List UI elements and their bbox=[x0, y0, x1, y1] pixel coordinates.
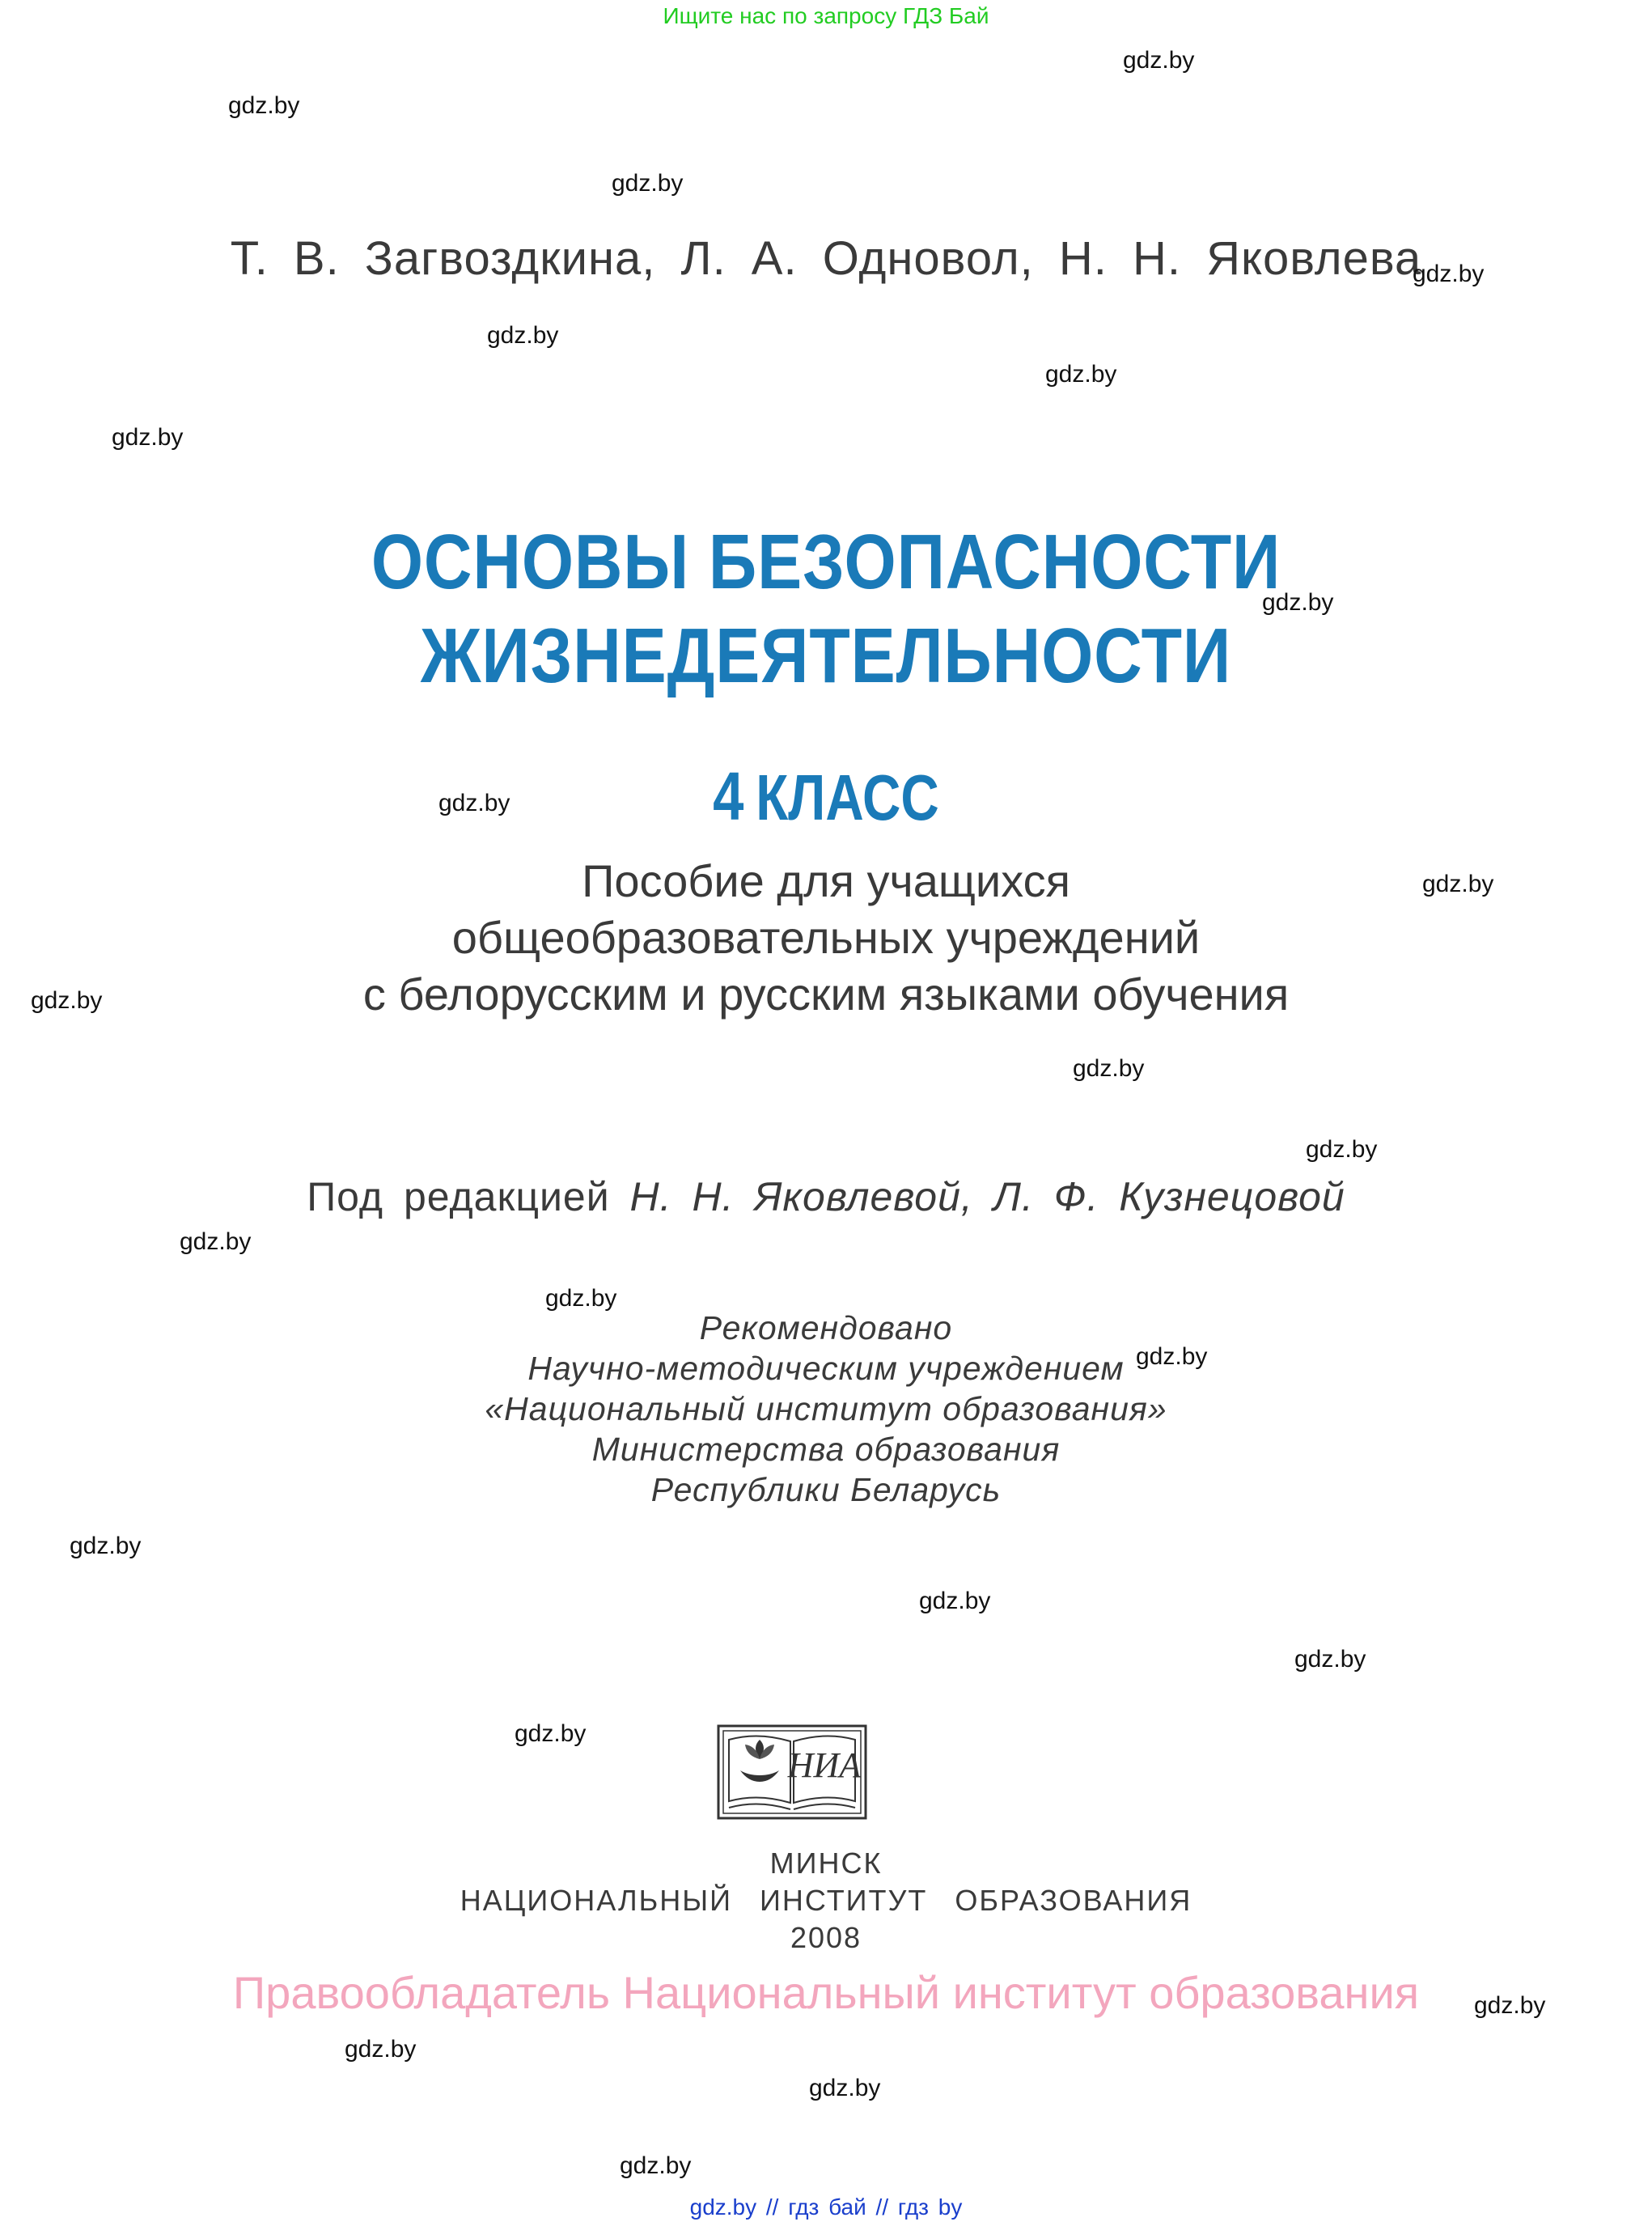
recommendation-line-1: Рекомендовано bbox=[699, 1309, 953, 1346]
recommendation-line-5: Республики Беларусь bbox=[650, 1471, 1002, 1508]
recommendation-line-4: Министерства образования bbox=[591, 1431, 1061, 1468]
subtitle-line-1: Пособие для учащихся bbox=[582, 855, 1070, 906]
watermark: gdz.by bbox=[345, 2036, 417, 2063]
subtitle-line-2: общеобразовательных учреждений bbox=[451, 912, 1201, 963]
book-title-line-1: ОСНОВЫ БЕЗОПАСНОСТИ bbox=[371, 519, 1281, 605]
watermark: gdz.by bbox=[612, 170, 684, 197]
watermark: gdz.by bbox=[1262, 589, 1334, 616]
watermark: gdz.by bbox=[620, 2152, 692, 2179]
editors-names: Н. Н. Яковлевой, Л. Ф. Кузнецовой bbox=[629, 1174, 1345, 1219]
book-title-line-2: ЖИЗНЕДЕЯТЕЛЬНОСТИ bbox=[420, 613, 1232, 699]
book-logo-icon bbox=[716, 1724, 868, 1821]
grade-word: КЛАСС bbox=[756, 761, 939, 833]
watermark: gdz.by bbox=[919, 1588, 991, 1614]
watermark: gdz.by bbox=[112, 424, 184, 451]
watermark: gdz.by bbox=[515, 1720, 587, 1747]
top-banner: Ищите нас по запросу ГДЗ Бай bbox=[663, 3, 989, 28]
watermark: gdz.by bbox=[1045, 361, 1117, 388]
watermark: gdz.by bbox=[1422, 871, 1494, 897]
subtitle-line-3: с белорусским и русским языками обучения bbox=[362, 969, 1290, 1020]
watermark: gdz.by bbox=[1474, 1992, 1546, 2019]
watermark: gdz.by bbox=[1123, 47, 1195, 74]
publication-year: 2008 bbox=[790, 1921, 862, 1954]
watermark: gdz.by bbox=[438, 790, 510, 816]
watermark: gdz.by bbox=[487, 322, 559, 349]
publisher-city: МИНСК bbox=[769, 1847, 883, 1880]
watermark: gdz.by bbox=[31, 987, 103, 1014]
watermark: gdz.by bbox=[180, 1228, 252, 1255]
watermark: gdz.by bbox=[545, 1285, 617, 1312]
footer-links[interactable]: gdz.by // гдз бай // гдз by bbox=[689, 2194, 963, 2220]
copyright-notice: Правообладатель Национальный институт образования bbox=[232, 1967, 1420, 2018]
recommendation-line-2: Научно-методическим учреждением bbox=[527, 1350, 1125, 1387]
publisher-name: НАЦИОНАЛЬНЫЙ ИНСТИТУТ ОБРАЗОВАНИЯ bbox=[460, 1884, 1192, 1917]
watermark: gdz.by bbox=[1073, 1055, 1145, 1082]
watermark: gdz.by bbox=[1306, 1136, 1378, 1163]
svg-text:НИА: НИА bbox=[787, 1745, 862, 1785]
grade-heading bbox=[149, 757, 1503, 836]
watermark: gdz.by bbox=[1136, 1343, 1208, 1370]
watermark: gdz.by bbox=[1294, 1646, 1366, 1673]
watermark: gdz.by bbox=[228, 92, 300, 119]
editors bbox=[0, 1173, 1652, 1220]
watermark: gdz.by bbox=[1413, 261, 1485, 287]
watermark: gdz.by bbox=[809, 2075, 881, 2101]
grade-number: 4 bbox=[713, 758, 744, 834]
editors-prefix: Под редакцией bbox=[307, 1174, 610, 1219]
authors: Т. В. Загвоздкина, Л. А. Одновол, Н. Н. Яковлева bbox=[230, 232, 1422, 285]
recommendation-line-3: «Национальный институт образования» bbox=[485, 1390, 1167, 1427]
watermark: gdz.by bbox=[70, 1533, 142, 1559]
